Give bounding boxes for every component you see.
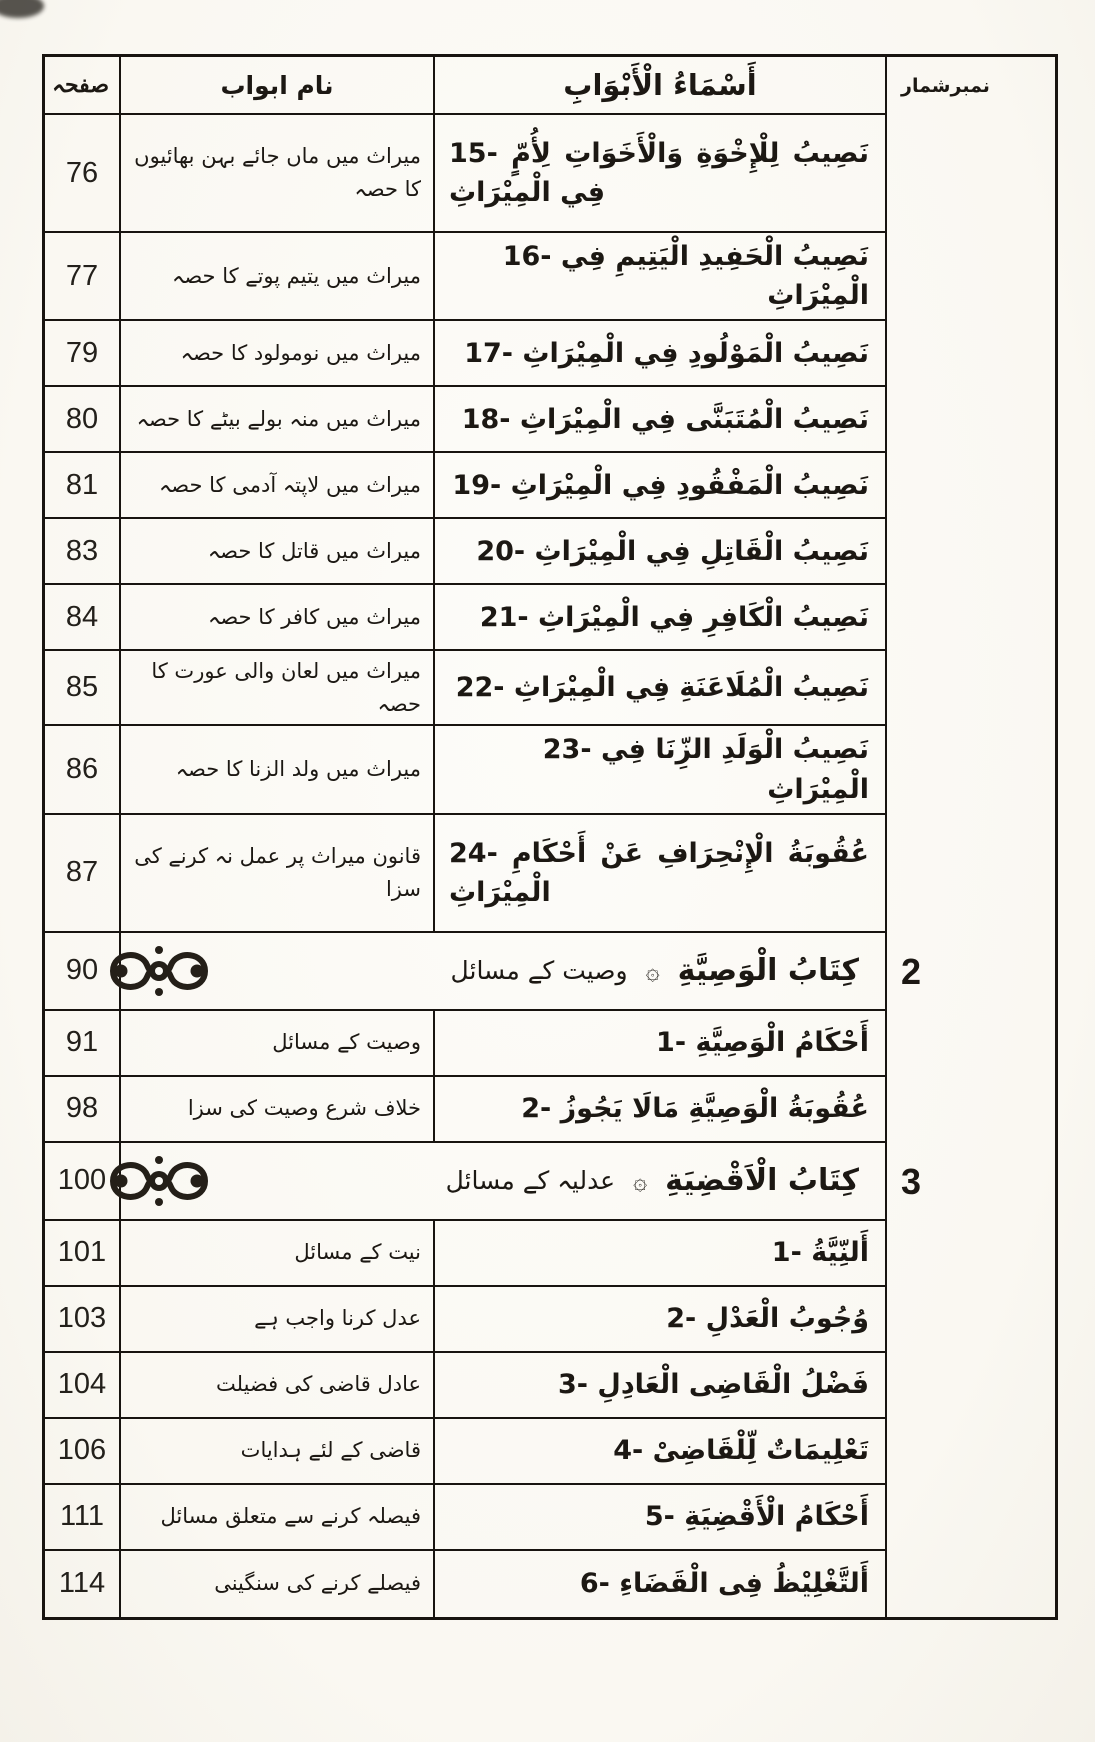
serial-cell — [885, 115, 1055, 233]
toc-section-row — [45, 933, 1055, 1011]
toc-entry-row — [45, 387, 1055, 453]
serial-cell — [885, 1077, 1055, 1143]
chapter-title-urdu: میراث میں ماں جائے بہن بھائیوں کا حصہ — [119, 115, 433, 233]
chapter-title-urdu: میراث میں لاپتہ آدمی کا حصہ — [119, 453, 433, 519]
chapter-title-urdu: میراث میں ولد الزنا کا حصہ — [119, 726, 433, 814]
toc-entry-row — [45, 1011, 1055, 1077]
toc-entry-row — [45, 1221, 1055, 1287]
section-separator-icon: ۞ — [633, 1166, 648, 1195]
toc-entry-row — [45, 726, 1055, 814]
chapter-title-urdu: قانون میراث پر عمل نہ کرنے کی سزا — [119, 815, 433, 933]
toc-entry-row — [45, 815, 1055, 933]
chapter-title-arabic: 18- نَصِيبُ الْمُتَبَنَّى فِي الْمِيْرَاثِ — [433, 387, 885, 453]
serial-cell — [885, 1419, 1055, 1485]
chapter-title-urdu: خلاف شرع وصیت کی سزا — [119, 1077, 433, 1143]
page-column-header: صفحہ — [45, 57, 119, 115]
page-number: 106 — [45, 1419, 119, 1485]
serial-cell — [885, 1011, 1055, 1077]
chapter-title-arabic: 1- أَلنِّيَّةُ — [433, 1221, 885, 1287]
page-number: 111 — [45, 1485, 119, 1551]
chapter-title-urdu: عادل قاضی کی فضیلت — [119, 1353, 433, 1419]
chapter-title-urdu: میراث میں نومولود کا حصہ — [119, 321, 433, 387]
page-number: 98 — [45, 1077, 119, 1143]
page-number: 81 — [45, 453, 119, 519]
serial-cell — [885, 585, 1055, 651]
chapter-title-arabic: 24- عُقُوبَةُ الْإِنْحِرَافِ عَنْ أَحْكَامِ الْمِيْرَاثِ — [433, 815, 885, 933]
page-number: 114 — [58, 1567, 106, 1600]
chapter-title-urdu: فیصلے کرنے کی سنگینی — [119, 1551, 433, 1617]
chapter-title-urdu: میراث میں یتیم پوتے کا حصہ — [119, 233, 433, 321]
chapter-title-urdu: وصیت کے مسائل — [119, 1011, 433, 1077]
toc-entry-row — [45, 115, 1055, 233]
serial-cell — [885, 815, 1055, 933]
section-title-cell — [119, 933, 885, 1011]
section-title-urdu: عدلیہ کے مسائل — [445, 1166, 616, 1196]
chapter-title-arabic: 6- أَلتَّغْلِيْظُ فِى الْقَضَاءِ — [433, 1551, 885, 1617]
page-number: 85 — [45, 651, 119, 726]
toc-entry-row — [45, 651, 1055, 726]
chapter-title-urdu: نیت کے مسائل — [119, 1221, 433, 1287]
chapter-title-urdu: میراث میں کافر کا حصہ — [119, 585, 433, 651]
toc-entry-row — [45, 321, 1055, 387]
chapter-title-urdu: میراث میں منہ بولے بیٹے کا حصہ — [119, 387, 433, 453]
toc-entry-row — [45, 519, 1055, 585]
chapter-title-urdu: میراث میں قاتل کا حصہ — [119, 519, 433, 585]
chapter-title-urdu: قاضی کے لئے ہدایات — [119, 1419, 433, 1485]
toc-body — [45, 115, 1055, 1617]
chapter-title-arabic: 3- فَضْلُ الْقَاضِى الْعَادِلِ — [433, 1353, 885, 1419]
chapter-title-arabic: 22- نَصِيبُ الْمُلَاعَنَةِ فِي الْمِيْرَاثِ — [433, 651, 885, 726]
serial-cell — [885, 519, 1055, 585]
page-number: 84 — [45, 585, 119, 651]
chapter-title-arabic: 21- نَصِيبُ الْكَافِرِ فِي الْمِيْرَاثِ — [433, 585, 885, 651]
page-number: 100 — [45, 1143, 119, 1221]
section-title-urdu: وصیت کے مسائل — [450, 956, 628, 986]
toc-entry-row — [45, 453, 1055, 519]
section-separator-icon: ۞ — [645, 956, 660, 985]
chapter-title-arabic: 5- أَحْكَامُ الْأَقْضِيَةِ — [433, 1485, 885, 1551]
serial-cell — [885, 651, 1055, 726]
page-number: 104 — [45, 1353, 119, 1419]
chapter-title-urdu: میراث میں لعان والی عورت کا حصہ — [119, 651, 433, 726]
chapter-title-arabic: 16- نَصِيبُ الْحَفِيدِ الْيَتِيمِ فِي الْمِيْرَاثِ — [433, 233, 885, 321]
toc-entry-row — [45, 1077, 1055, 1143]
serial-cell — [885, 1551, 1055, 1617]
page-number: 86 — [45, 726, 119, 814]
knot-ornament-icon — [103, 942, 215, 1000]
chapter-title-arabic: 2- عُقُوبَةُ الْوَصِيَّةِ مَالَا يَجُوزُ — [433, 1077, 885, 1143]
chapter-title-arabic: 19- نَصِيبُ الْمَفْقُودِ فِي الْمِيْرَاثِ — [433, 453, 885, 519]
serial-cell — [885, 1485, 1055, 1551]
section-serial-number: 2 — [885, 933, 1055, 1011]
chapter-title-urdu: عدل کرنا واجب ہے — [119, 1287, 433, 1353]
section-title-cell — [119, 1143, 885, 1221]
serial-cell — [885, 387, 1055, 453]
toc-entry-row — [45, 1485, 1055, 1551]
serial-cell — [885, 321, 1055, 387]
chapter-title-arabic: 17- نَصِيبُ الْمَوْلُودِ فِي الْمِيْرَاثِ — [433, 321, 885, 387]
header-row — [45, 57, 1055, 115]
arabic-column-header: أَسْمَاءُ الْأَبْوَابِ — [433, 57, 885, 115]
page-number: 77 — [45, 233, 119, 321]
chapter-title-arabic: 20- نَصِيبُ الْقَاتِلِ فِي الْمِيْرَاثِ — [433, 519, 885, 585]
page-number: 91 — [45, 1011, 119, 1077]
page-number: 103 — [45, 1287, 119, 1353]
chapter-title-arabic: 15- نَصِيبُ لِلْإِخْوَةِ وَالْأَخَوَاتِ لِأُمٍّ فِي الْمِيْرَاثِ — [433, 115, 885, 233]
scan-smudge — [0, 0, 44, 18]
chapter-title-arabic: 4- تَعْلِيمَاتٌ لِّلْقَاضِىْ — [433, 1419, 885, 1485]
chapter-title-arabic: 2- وُجُوبُ الْعَدْلِ — [433, 1287, 885, 1353]
page-number: 101 — [45, 1221, 119, 1287]
serial-cell — [885, 1353, 1055, 1419]
serial-cell — [885, 1287, 1055, 1353]
urdu-column-header: نام ابواب — [119, 57, 433, 115]
section-title-arabic: كِتَابُ الْاَقْضِيَةِ — [665, 1163, 859, 1199]
serial-cell — [885, 233, 1055, 321]
toc-table — [42, 54, 1058, 1620]
serial-cell — [885, 453, 1055, 519]
serial-cell — [885, 726, 1055, 814]
knot-ornament-icon — [103, 1152, 215, 1210]
page-number: 79 — [45, 321, 119, 387]
page-number: 87 — [45, 815, 119, 933]
section-title-arabic: كِتَابُ الْوَصِيَّةِ — [677, 953, 859, 989]
toc-entry-row — [45, 1287, 1055, 1353]
page-number: 83 — [45, 519, 119, 585]
chapter-title-urdu: فیصلہ کرنے سے متعلق مسائل — [119, 1485, 433, 1551]
toc-entry-row — [45, 233, 1055, 321]
section-serial-number: 3 — [885, 1143, 1055, 1221]
chapter-title-arabic: 23- نَصِيبُ الْوَلَدِ الزِّنَا فِي الْمِيْرَاثِ — [433, 726, 885, 814]
serial-cell — [885, 1221, 1055, 1287]
toc-entry-row — [45, 1353, 1055, 1419]
toc-entry-row — [45, 1551, 1055, 1617]
toc-entry-row — [45, 585, 1055, 651]
page-number: 76 — [45, 115, 119, 233]
page-number: 80 — [45, 387, 119, 453]
page-number: 90 — [45, 933, 119, 1011]
toc-entry-row — [45, 1419, 1055, 1485]
serial-column-header: نمبرشمار — [885, 57, 1055, 115]
toc-section-row — [45, 1143, 1055, 1221]
chapter-title-arabic: 1- أَحْكَامُ الْوَصِيَّةِ — [433, 1011, 885, 1077]
